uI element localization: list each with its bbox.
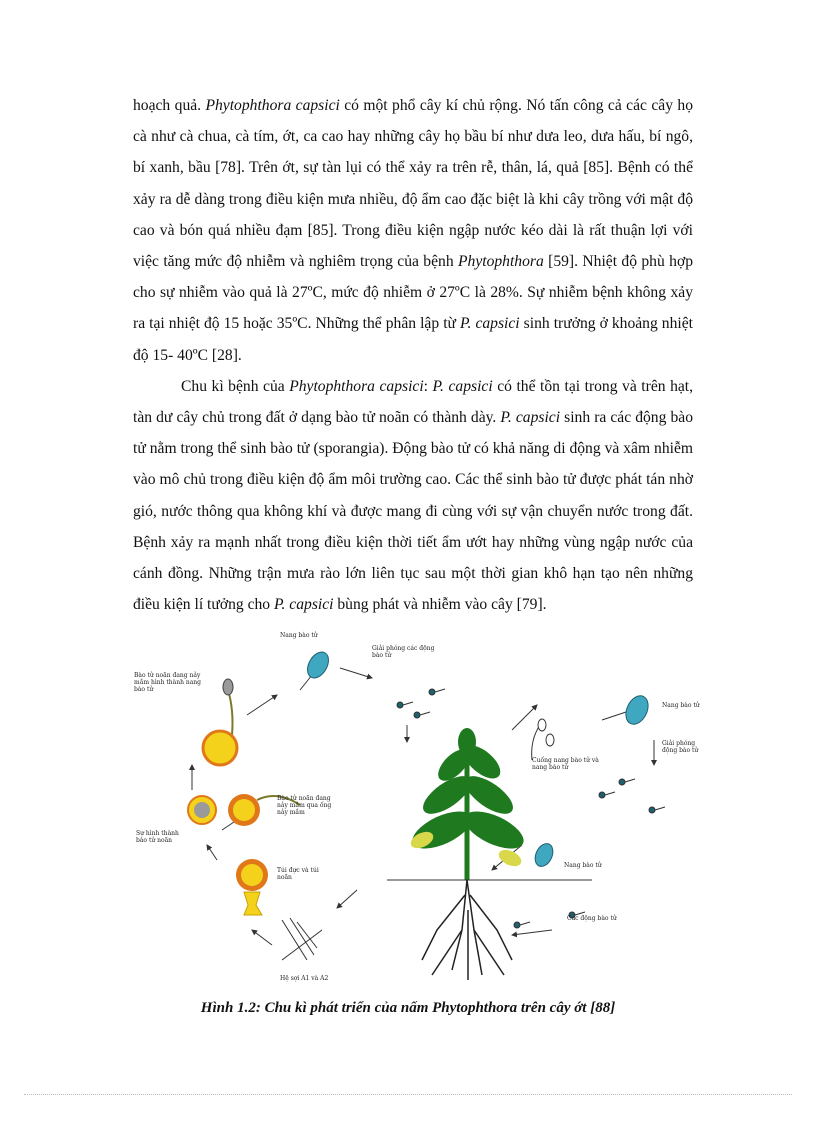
text-run: hoạch quả.: [133, 97, 206, 114]
figure-caption: [0, 1000, 816, 1017]
text-run: bùng phát và nhiễm vào cây [79].: [333, 596, 547, 614]
roots: [422, 880, 512, 980]
label-bao-tu-noan-ong: Bào tử noãn đang nảy mầm qua ống nảy mầm: [277, 795, 332, 816]
label-su-hinh-thanh: Sự hình thành bào tử noãn: [136, 830, 179, 844]
species-name: P. capsici: [460, 315, 520, 333]
label-cuong-nang: Cuống nang bào tử và nang bào tử: [532, 757, 599, 771]
label-nang-bao-tu: Nang bào tử: [280, 632, 318, 639]
sporangium-bottom: [532, 841, 557, 870]
body-text: [133, 90, 693, 620]
sporangium-right: [622, 692, 653, 728]
sporangiophore: [532, 719, 554, 760]
oospore: [188, 796, 216, 824]
text-run: [59]. Nhiệt độ phù hợp cho sự nhiễm vào quả là 27ºC, mức độ nhiễm ở 27ºC là 28%. Sự nhiễm bệnh không xảy ra tại nhiệt độ 15 hoặc 35ºC. Những thể phân lập từ: [133, 253, 693, 333]
label-nang-bao-tu-right: Nang bào tử: [662, 702, 700, 709]
text-run: có một phổ cây kí chủ rộng. Nó tấn công cả các cây họ cà như cà chua, cà tím, ớt, ca cao hay những cây họ bầu bí như dưa leo, dưa hấu, bí ngô, bí xanh, bầu [78]. Trên ớt, sự tàn lụi có thể xảy ra trên rễ, thân, lá, quả [85]. Bệnh có thể xảy ra dễ dàng trong điều kiện mưa nhiều, độ ẩm cao đặc biệt là khi cây trồng với mật độ cao và bón quá nhiều đạm [85]. Trong điều kiện ngập nước kéo dài là rất thuận lợi với việc tăng mức độ nhiễm và nghiêm trọng của bệnh: [133, 97, 693, 271]
label-tui-duc: Túi đực và túi noãn: [277, 867, 319, 881]
label-cac-dong-bao-tu: Các động bào tử: [567, 915, 617, 922]
species-name: Phytophthora: [458, 253, 544, 271]
sporangium-top: [300, 648, 333, 690]
cycle-arrows: [192, 668, 654, 945]
label-he-soi: Hệ sợi A1 và A2: [280, 975, 329, 982]
species-name: Phytophthora capsici: [205, 97, 340, 114]
hyphae-a1-a2: [282, 918, 322, 960]
species-name: P. capsici: [274, 596, 334, 614]
text-run: sinh ra các động bào tử nằm trong thể sinh bào tử (sporangia). Động bào tử có khả năng di động và xâm nhiễm vào mô chủ trong điều kiện độ ẩm môi trường cao. Các thể sinh bào tử được phát tán nhờ gió, nước thông qua không khí và được mang đi cùng với sự vận chuyển nước trong đất. Bệnh xảy ra mạnh nhất trong điều kiện thời tiết ẩm ướt hay những vùng ngập nước của cánh đồng. Những trận mưa rào lớn liên tục sau một thời gian khô hạn tạo nên những điều kiện lí tưởng cho: [133, 409, 693, 614]
caption-label: Hình 1.2:: [200, 1000, 261, 1016]
oospore-germinating: [203, 679, 237, 765]
oogonium-antheridium: [236, 859, 268, 915]
paragraph: [133, 90, 693, 371]
species-name: P. capsici: [432, 377, 493, 395]
paragraph: [133, 371, 693, 621]
page-footer-rule: [24, 1094, 792, 1095]
caption-text: Chu kì phát triển của nấm: [260, 1000, 433, 1016]
text-run: sinh trưởng ở khoảng nhiệt độ 15- 40ºC [28].: [133, 315, 693, 364]
text-run: Chu kì bệnh của: [181, 377, 290, 395]
life-cycle-diagram: [132, 630, 700, 990]
caption-tail: trên cây ớt [88]: [517, 1000, 616, 1016]
label-giai-phong-right: Giải phóng động bào tử: [662, 740, 699, 754]
species-name: P. capsici: [500, 409, 561, 427]
label-giai-phong: Giải phóng các động bào tử: [372, 645, 435, 659]
caption-species: Phytophthora: [432, 1000, 518, 1016]
label-nang-bao-tu-bottom: Nang bào tử: [564, 862, 602, 869]
text-run: có thể tồn tại trong và trên hạt, tàn dư cây chủ trong đất ở dạng bào tử noãn có thành dày.: [133, 377, 694, 427]
species-name: Phytophthora capsici: [289, 377, 424, 395]
text-run: :: [423, 377, 433, 395]
label-bao-tu-noan-nay-mam: Bào tử noãn đang nảy mầm hình thành nang bào tử: [134, 672, 202, 693]
life-cycle-figure: [132, 630, 700, 990]
